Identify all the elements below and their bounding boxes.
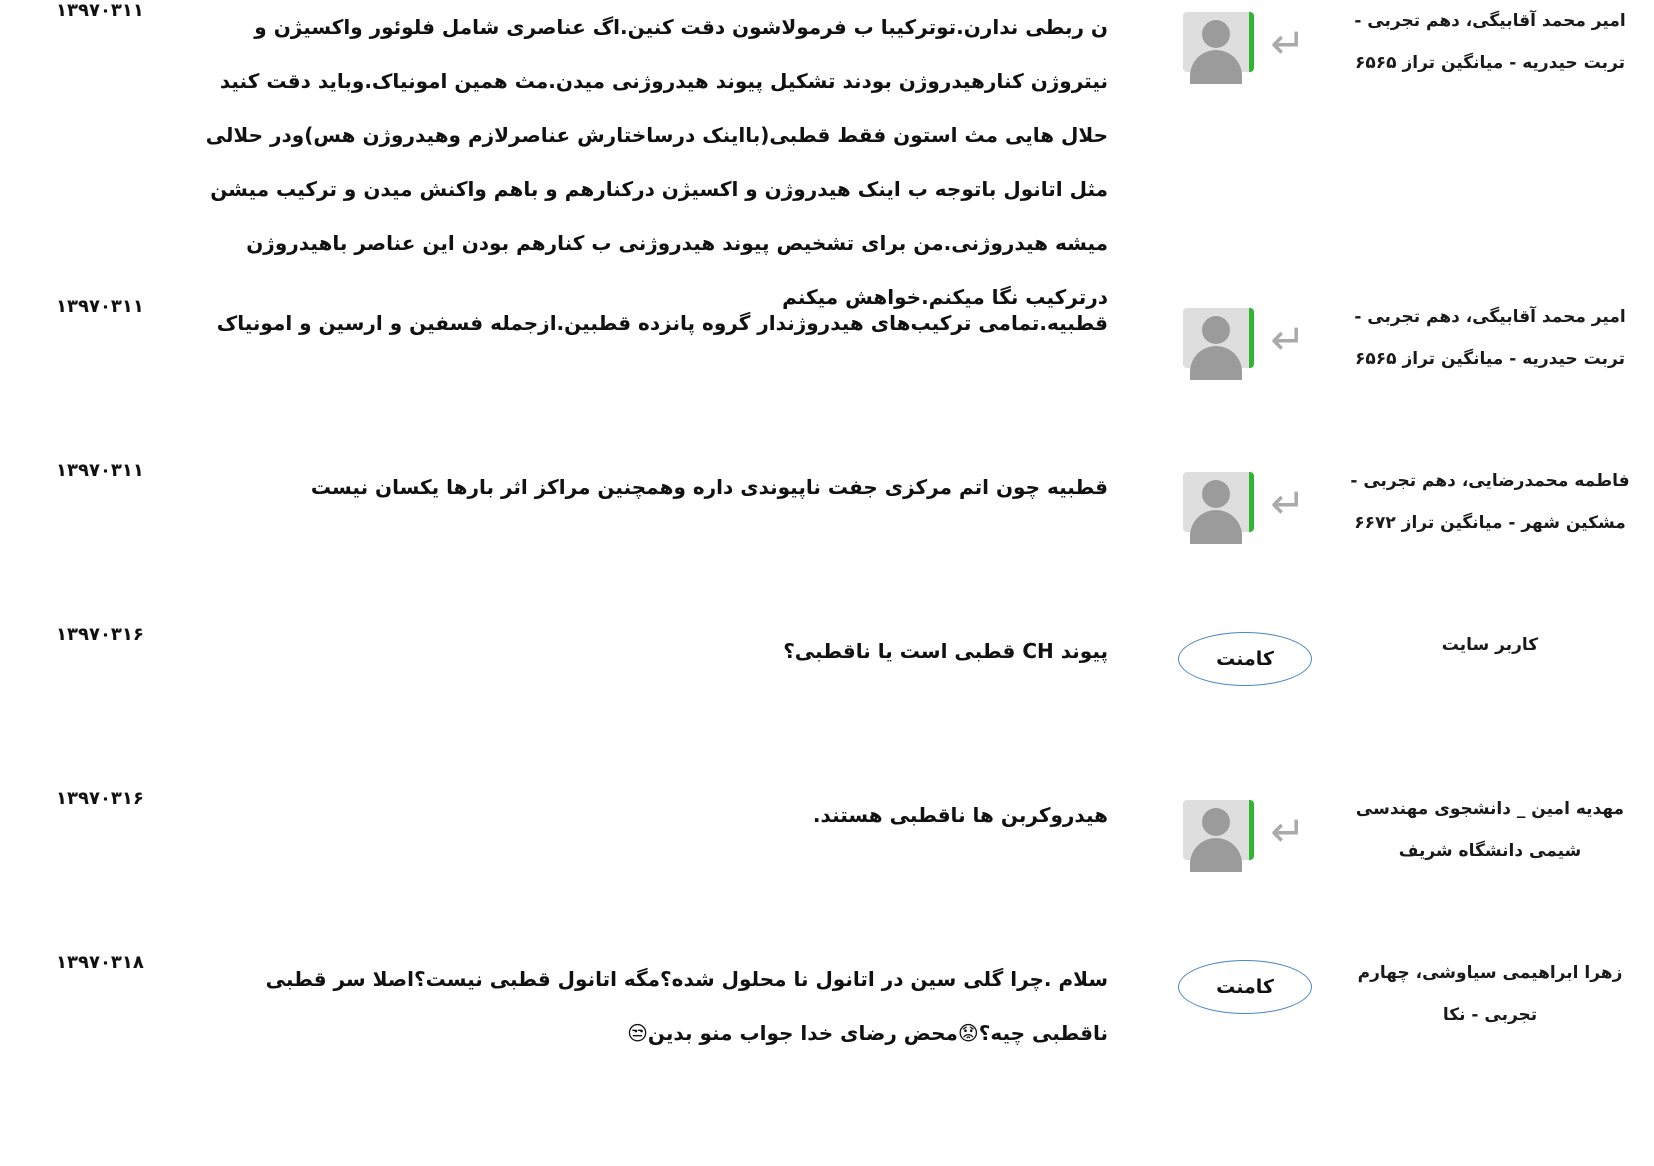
reply-arrow-icon[interactable]: ↵ bbox=[1270, 19, 1306, 68]
comment-text: سلام .چرا گلی سین در اتانول نا محلول شده؟مگه اتانول قطبی نیست؟اصلا سر قطبی ناقطبی چیه؟😟محض رضای خدا جواب منو بدین😒 bbox=[265, 967, 1108, 1045]
user-avatar-icon[interactable] bbox=[1183, 800, 1254, 860]
comment-author: فاطمه محمدرضایی، دهم تجربی - مشکین شهر - میانگین تراز ۶۶۷۲ bbox=[1350, 471, 1630, 533]
comment-button[interactable]: کامنت bbox=[1178, 960, 1312, 1014]
comment-author: امیر محمد آقابیگی، دهم تجربی - تربت حیدریه - میانگین تراز ۶۵۶۵ bbox=[1354, 307, 1626, 369]
comment-author: امیر محمد آقابیگی، دهم تجربی - تربت حیدریه - میانگین تراز ۶۵۶۵ bbox=[1354, 11, 1626, 73]
comment-author: کاربر سایت bbox=[1441, 635, 1539, 655]
comment-author: زهرا ابراهیمی سیاوشی، چهارم تجربی - نکا bbox=[1357, 963, 1623, 1025]
user-avatar-icon[interactable] bbox=[1183, 12, 1254, 72]
comment-text: قطبیه چون اتم مرکزی جفت ناپیوندی داره وهمچنین مراکز اثر بارها یکسان نیست bbox=[310, 475, 1108, 499]
comment-date: ۱۳۹۷۰۳۱۱ bbox=[56, 296, 144, 317]
comment-date: ۱۳۹۷۰۳۱۱ bbox=[56, 0, 144, 21]
comment-date: ۱۳۹۷۰۳۱۶ bbox=[56, 788, 144, 809]
comment-date: ۱۳۹۷۰۳۱۸ bbox=[56, 952, 144, 973]
user-avatar-icon[interactable] bbox=[1183, 308, 1254, 368]
user-avatar-icon[interactable] bbox=[1183, 472, 1254, 532]
comment-text: قطبیه.تمامی ترکیب‌های هیدروژندار گروه پانزده قطبین.ازجمله فسفین و ارسین و امونیاک bbox=[216, 311, 1108, 335]
comment-text: ن ربطی ندارن.توترکیبا ب فرمولاشون دقت کنین.اگ عناصری شامل فلوئور واکسیژن و نیتروژن کنارهیدروژن بودند تشکیل پیوند هیدروژنی میدن.مث همین امونیاک.وباید دقت کنید حلال هایی مث استون فقط قطبی(بااینک درساختارش عناصرلازم وهیدروژن هس)ودر حلالی مثل اتانول باتوجه ب اینک هیدروژن و اکسیژن درکنارهم و باهم واکنش میدن و ترکیب میشن میشه هیدروژنی.من برای تشخیص پیوند هیدروژنی ب کنارهم بودن این عناصر باهیدروژن درترکیب نگا میکنم.خواهش میکنم bbox=[205, 15, 1108, 309]
comment-text: هیدروکربن ها ناقطبی هستند. bbox=[812, 803, 1108, 827]
reply-arrow-icon[interactable]: ↵ bbox=[1270, 315, 1306, 364]
reply-arrow-icon[interactable]: ↵ bbox=[1270, 807, 1306, 856]
comment-author: مهدیه امین _ دانشجوی مهندسی شیمی دانشگاه شریف bbox=[1355, 799, 1625, 861]
comment-text: پیوند CH قطبی است یا ناقطبی؟ bbox=[783, 639, 1108, 663]
comment-date: ۱۳۹۷۰۳۱۶ bbox=[56, 624, 144, 645]
comment-date: ۱۳۹۷۰۳۱۱ bbox=[56, 460, 144, 481]
reply-arrow-icon[interactable]: ↵ bbox=[1270, 479, 1306, 528]
comment-button[interactable]: کامنت bbox=[1178, 632, 1312, 686]
